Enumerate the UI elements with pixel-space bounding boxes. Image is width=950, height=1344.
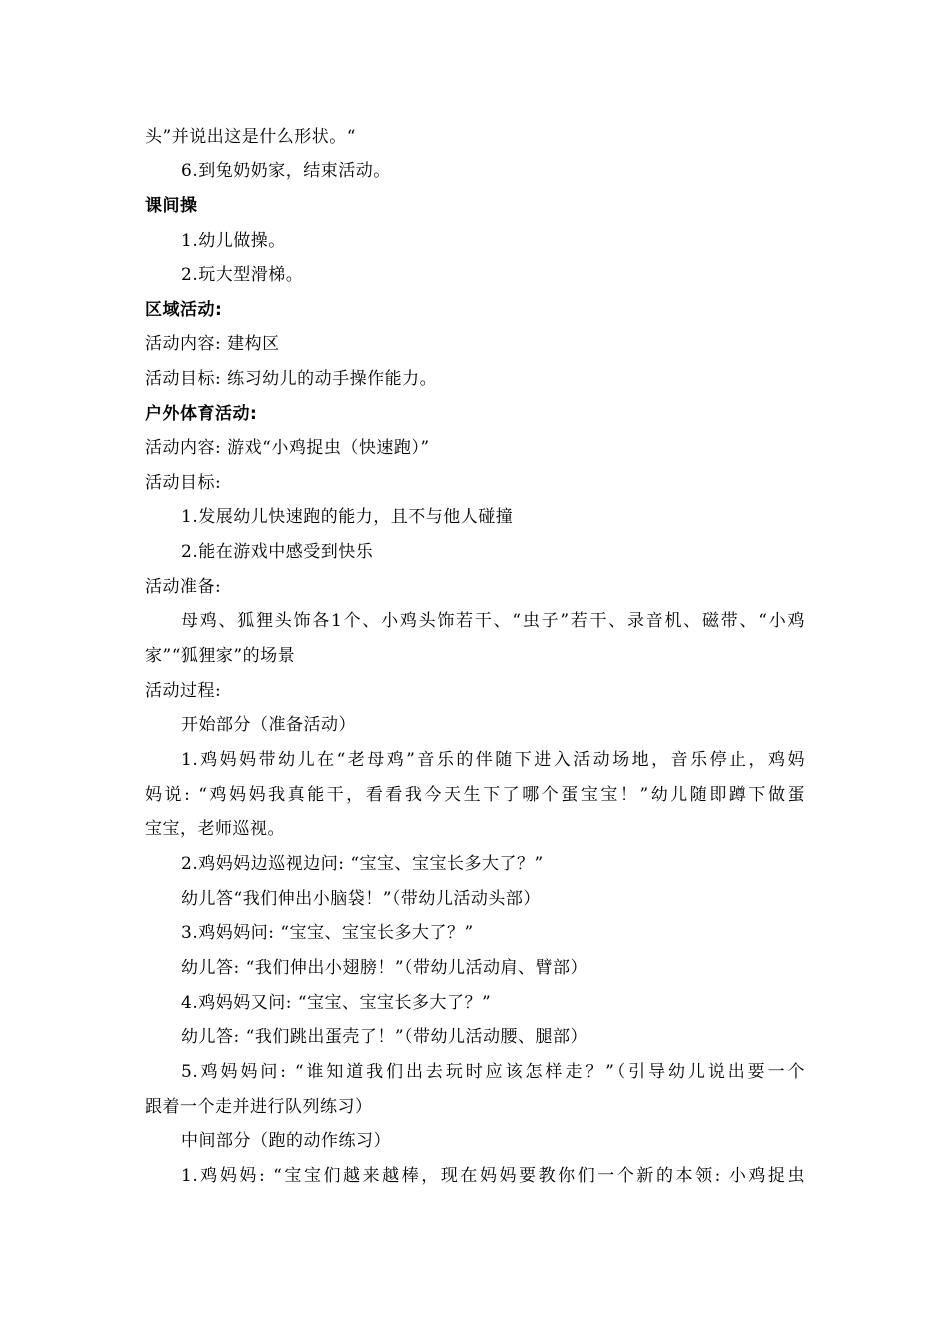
text-line: 宝宝，老师巡视。 bbox=[145, 819, 285, 839]
text-line: 妈说: “鸡妈妈我真能干，看看我今天生下了哪个蛋宝宝！”幼儿随即蹲下做蛋 bbox=[145, 785, 805, 805]
text-line: 活动内容: 游戏“小鸡捉虫（快速跑）” bbox=[145, 438, 430, 458]
text-line: 开始部分（准备活动） bbox=[181, 715, 356, 735]
section-heading: 区域活动: bbox=[145, 300, 223, 320]
section-heading: 户外体育活动: bbox=[145, 404, 258, 424]
text-line: 3.鸡妈妈问: “宝宝、宝宝长多大了？” bbox=[181, 923, 474, 943]
text-line: 活动准备: bbox=[145, 577, 222, 597]
text-line: 活动内容: 建构区 bbox=[145, 334, 280, 354]
text-line: 活动过程: bbox=[145, 681, 222, 701]
text-line: 幼儿答“我们伸出小脑袋！”（带幼儿活动头部） bbox=[181, 889, 541, 909]
text-line: 1.鸡妈妈: “宝宝们越来越棒，现在妈妈要教你们一个新的本领: 小鸡捉虫 bbox=[181, 1166, 805, 1186]
text-line: 2.能在游戏中感受到快乐 bbox=[181, 542, 374, 562]
text-line: 1.鸡妈妈带幼儿在“老母鸡”音乐的伴随下进入活动场地，音乐停止，鸡妈 bbox=[181, 750, 805, 770]
text-line: 2.鸡妈妈边巡视边问: “宝宝、宝宝长多大了？” bbox=[181, 854, 544, 874]
text-line: 家”“狐狸家”的场景 bbox=[145, 646, 296, 666]
text-line: 跟着一个走并进行队列练习） bbox=[145, 1097, 373, 1117]
text-line: 2.玩大型滑梯。 bbox=[181, 265, 304, 285]
text-line: 活动目标: 练习幼儿的动手操作能力。 bbox=[145, 369, 438, 389]
text-line: 幼儿答: “我们跳出蛋壳了！”（带幼儿活动腰、腿部） bbox=[181, 1027, 589, 1047]
text-line: 幼儿答: “我们伸出小翅膀！”（带幼儿活动肩、臂部） bbox=[181, 958, 589, 978]
text-line: 中间部分（跑的动作练习） bbox=[181, 1131, 391, 1151]
text-line: 母鸡、狐狸头饰各1个、小鸡头饰若干、“虫子”若干、录音机、磁带、“小鸡 bbox=[181, 611, 805, 631]
text-line: 头”并说出这是什么形状。“ bbox=[145, 127, 356, 147]
section-heading: 课间操 bbox=[145, 196, 198, 216]
text-line: 1.发展幼儿快速跑的能力，且不与他人碰撞 bbox=[181, 507, 514, 527]
text-line: 活动目标: bbox=[145, 473, 222, 493]
text-line: 6.到兔奶奶家，结束活动。 bbox=[181, 161, 391, 181]
text-line: 1.幼儿做操。 bbox=[181, 231, 286, 251]
text-line: 4.鸡妈妈又问: “宝宝、宝宝长多大了？” bbox=[181, 993, 492, 1013]
text-line: 5.鸡妈妈问: “谁知道我们出去玩时应该怎样走？”（引导幼儿说出要一个 bbox=[181, 1062, 805, 1082]
